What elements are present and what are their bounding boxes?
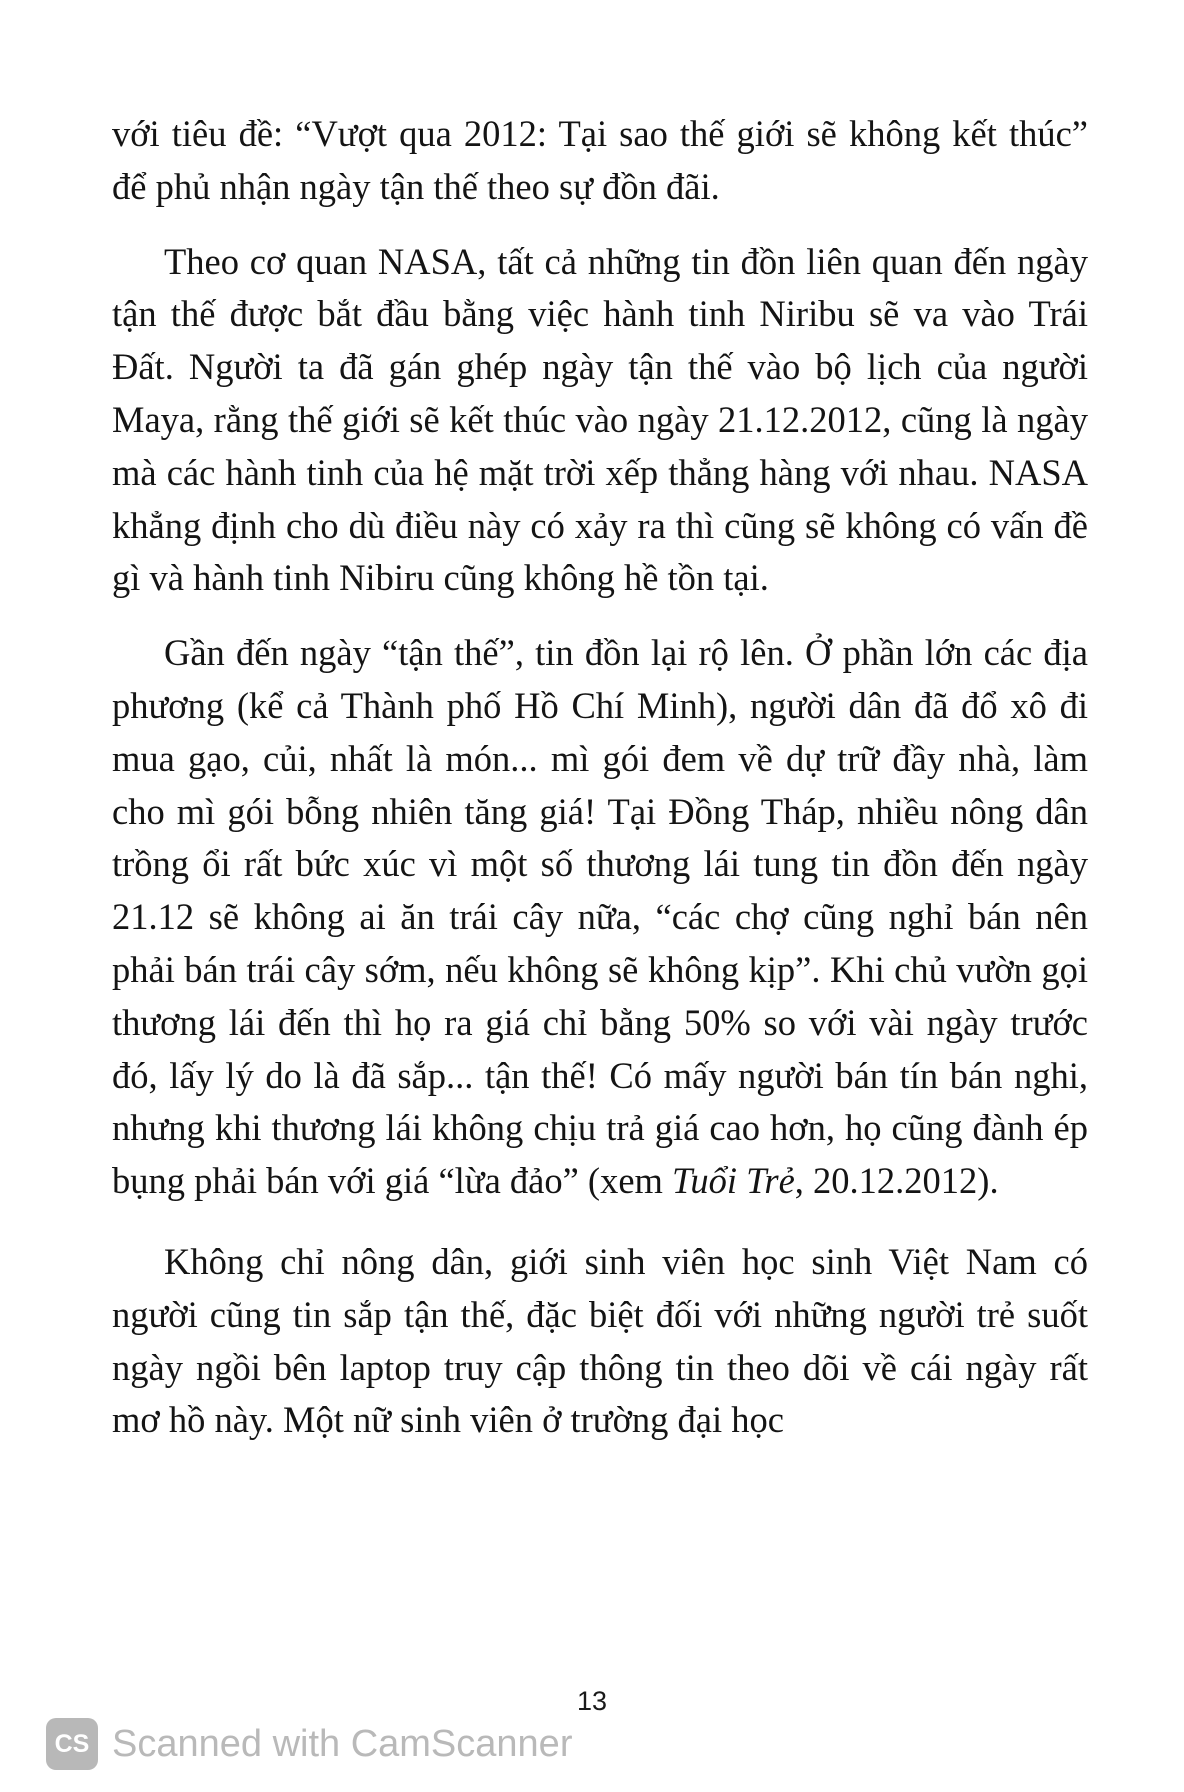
body-text bbox=[112, 108, 1088, 1469]
paragraph-4: Không chỉ nông dân, giới sinh viên học sinh Việt Nam có người cũng tin sắp tận thế, đặc biệt đối với những người trẻ suốt ngày ngồi bên laptop truy cập thông tin theo dõi về cái ngày rất mơ hồ này. Một nữ sinh viên ở trường đại học bbox=[112, 1240, 1088, 1441]
paragraph-3-body: Gần đến ngày “tận thế”, tin đồn lại rộ lên. Ở phần lớn các địa phương (kể cả Thành phố Hồ Chí Minh), người dân đã đổ xô đi mua gạo, củi, nhất là món... mì gói đem về dự trữ đầy nhà, làm cho mì gói bỗng nhiên tăng giá! Tại Đồng Tháp, nhiều nông dân trồng ổi rất bức xúc vì một số thương lái tung tin đồn đến ngày 21.12 sẽ không ai ăn trái cây nữa, “các chợ cũng nghỉ bán nên phải bán trái cây sớm, nếu không sẽ không kịp”. Khi chủ vườn gọi thương lái đến thì họ ra giá chỉ bằng 50% so với vài ngày trước đó, lấy lý do là đã sắp... tận thế! Có mấy người bán tín bán nghi, nhưng khi thương lái không chịu trả giá cao hơn, họ cũng đành ép bụng phải bán với giá “lừa đảo” (xem bbox=[112, 632, 1088, 1202]
camscanner-watermark bbox=[46, 1716, 572, 1772]
source-citation: Tuổi Trẻ bbox=[672, 1160, 795, 1202]
paragraph-3 bbox=[112, 627, 1088, 1208]
paragraph-2: Theo cơ quan NASA, tất cả những tin đồn liên quan đến ngày tận thế được bắt đầu bằng việc hành tinh Niribu sẽ va vào Trái Đất. Người ta đã gán ghép ngày tận thế vào bộ lịch của người Maya, rằng thế giới sẽ kết thúc vào ngày 21.12.2012, cũng là ngày mà các hành tinh của hệ mặt trời xếp thẳng hàng với nhau. NASA khẳng định cho dù điều này có xảy ra thì cũng sẽ không có vấn đề gì và hành tinh Nibiru cũng không hề tồn tại. bbox=[112, 240, 1088, 599]
camscanner-text: Scanned with CamScanner bbox=[112, 1722, 573, 1765]
paragraph-1: với tiêu đề: “Vượt qua 2012: Tại sao thế giới sẽ không kết thúc” để phủ nhận ngày tận thế theo sự đồn đãi. bbox=[112, 113, 1088, 207]
camscanner-logo-text: CS bbox=[54, 1729, 90, 1758]
page-number: 13 bbox=[576, 1686, 608, 1716]
paragraph-3-tail: , 20.12.2012). bbox=[794, 1160, 999, 1202]
camscanner-logo-icon bbox=[46, 1718, 98, 1770]
